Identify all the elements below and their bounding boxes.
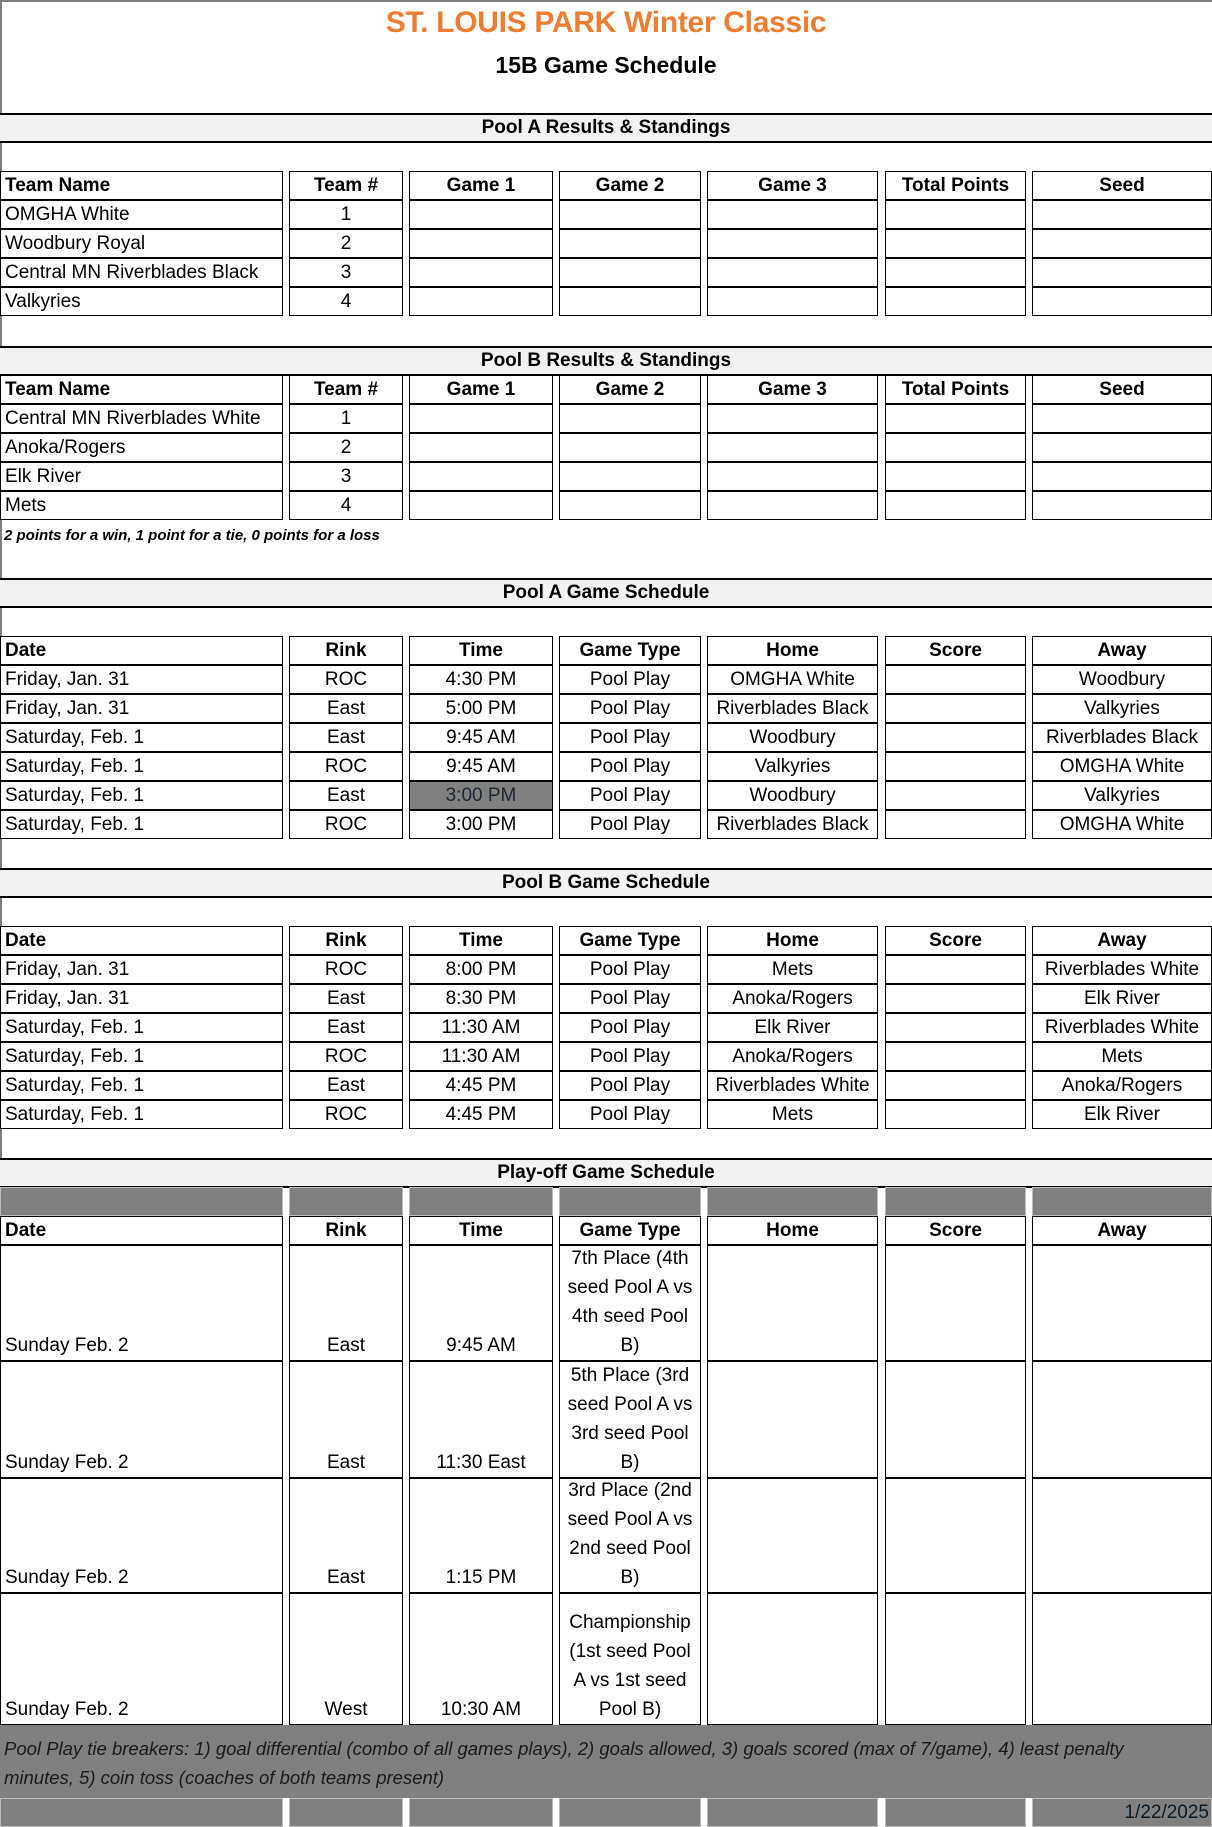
playoff-rink-text: West	[324, 1699, 368, 1720]
sheet-top-border	[0, 0, 1212, 2]
pool-a-schedule-header-0: Date	[0, 636, 283, 665]
footer-date: 1/22/2025	[1032, 1798, 1212, 1827]
pool-b-schedule-cell-away: Anoka/Rogers	[1032, 1071, 1212, 1100]
playoff-schedule-header-5: Score	[885, 1216, 1026, 1245]
playoff-cell-type	[559, 1478, 701, 1593]
playoff-schedule-header-3: Game Type	[559, 1216, 701, 1245]
playoff-cell-rink	[289, 1245, 403, 1361]
pool-a-schedule-title: Pool A Game Schedule	[0, 578, 1212, 608]
pool-a-schedule-cell-time: 4:30 PM	[409, 665, 553, 694]
playoff-schedule-header-0: Date	[0, 1216, 283, 1245]
pool-a-schedule-cell-away: Riverblades Black	[1032, 723, 1212, 752]
playoff-type-text: 3rd Place (2nd seed Pool A vs 2nd seed Pool B)	[567, 1480, 693, 1588]
pool-b-standings-cell-num: 4	[289, 491, 403, 520]
playoff-gray-spacer	[289, 1187, 403, 1216]
pool-b-schedule-cell-score[interactable]	[885, 984, 1026, 1013]
pool-a-schedule-header-3: Game Type	[559, 636, 701, 665]
pool-a-standings-cell-g2[interactable]	[559, 229, 701, 258]
playoff-cell-date	[0, 1361, 283, 1478]
pool-b-schedule-cell-rink: ROC	[289, 1100, 403, 1129]
playoff-schedule-header-2: Time	[409, 1216, 553, 1245]
playoff-cell-time	[409, 1245, 553, 1361]
pool-a-standings-header-0: Team Name	[0, 171, 283, 200]
playoff-rink-text: East	[326, 1335, 366, 1356]
footer-gray-cell	[409, 1798, 553, 1827]
pool-a-standings-cell-num: 2	[289, 229, 403, 258]
pool-a-schedule-header-6: Away	[1032, 636, 1212, 665]
tie-breakers-note: Pool Play tie breakers: 1) goal differential (combo of all games plays), 2) goals allowed, 3) goals scored (max of 7/game), 4) least penalty minutes, 5) coin toss (coaches of both teams present)	[4, 1738, 1124, 1788]
playoff-cell-home[interactable]	[707, 1361, 878, 1478]
pool-a-standings-cell-num: 1	[289, 200, 403, 229]
pool-b-standings-cell-total[interactable]	[885, 491, 1026, 520]
pool-b-schedule-cell-time: 8:30 PM	[409, 984, 553, 1013]
pool-a-standings-cell-seed[interactable]	[1032, 200, 1212, 229]
playoff-gray-spacer	[885, 1187, 1026, 1216]
pool-a-standings-header-4: Game 3	[707, 171, 878, 200]
pool-b-schedule-cell-home: Elk River	[707, 1013, 878, 1042]
pool-a-schedule-cell-away: OMGHA White	[1032, 752, 1212, 781]
pool-a-schedule-cell-time: 9:45 AM	[409, 723, 553, 752]
pool-b-standings-cell-g1[interactable]	[409, 433, 553, 462]
pool-b-standings-cell-g3[interactable]	[707, 491, 878, 520]
playoff-cell-time	[409, 1593, 553, 1725]
pool-a-standings-cell-team: Valkyries	[0, 287, 283, 316]
pool-a-schedule-cell-rink: ROC	[289, 665, 403, 694]
pool-a-schedule-cell-home: Woodbury	[707, 723, 878, 752]
pool-b-schedule-cell-time: 11:30 AM	[409, 1013, 553, 1042]
pool-b-schedule-cell-away: Mets	[1032, 1042, 1212, 1071]
pool-a-standings-cell-num: 4	[289, 287, 403, 316]
playoff-cell-home[interactable]	[707, 1593, 878, 1725]
pool-a-standings-cell-g1[interactable]	[409, 200, 553, 229]
pool-b-schedule-cell-date: Saturday, Feb. 1	[0, 1042, 283, 1071]
playoff-gray-spacer	[559, 1187, 701, 1216]
pool-a-standings-cell-team: OMGHA White	[0, 200, 283, 229]
footer-gray-cell	[707, 1798, 878, 1827]
playoff-date-text: Sunday Feb. 2	[5, 1452, 129, 1473]
playoff-gray-spacer	[409, 1187, 553, 1216]
pool-b-schedule-cell-score[interactable]	[885, 955, 1026, 984]
pool-a-standings-cell-total[interactable]	[885, 258, 1026, 287]
pool-b-schedule-cell-type: Pool Play	[559, 1100, 701, 1129]
pool-b-schedule-cell-home: Mets	[707, 955, 878, 984]
pool-b-schedule-cell-rink: East	[289, 1071, 403, 1100]
pool-a-schedule-header-1: Rink	[289, 636, 403, 665]
pool-b-schedule-cell-date: Saturday, Feb. 1	[0, 1100, 283, 1129]
pool-a-schedule-cell-score[interactable]	[885, 723, 1026, 752]
pool-a-schedule-cell-score[interactable]	[885, 752, 1026, 781]
playoff-rink-text: East	[326, 1452, 366, 1473]
pool-b-standings-cell-g2[interactable]	[559, 491, 701, 520]
pool-a-schedule-cell-type: Pool Play	[559, 723, 701, 752]
pool-b-schedule-cell-home: Mets	[707, 1100, 878, 1129]
pool-a-schedule-cell-rink: East	[289, 723, 403, 752]
pool-b-schedule-cell-date: Friday, Jan. 31	[0, 955, 283, 984]
pool-a-schedule-header-2: Time	[409, 636, 553, 665]
playoff-date-text: Sunday Feb. 2	[5, 1699, 129, 1720]
pool-a-schedule-cell-score[interactable]	[885, 665, 1026, 694]
pool-a-standings-cell-g2[interactable]	[559, 200, 701, 229]
pool-a-schedule-cell-rink: East	[289, 781, 403, 810]
pool-b-standings-title: Pool B Results & Standings	[0, 346, 1212, 376]
pool-b-schedule-header-2: Time	[409, 926, 553, 955]
pool-b-standings-cell-team: Mets	[0, 491, 283, 520]
pool-b-standings-cell-total[interactable]	[885, 433, 1026, 462]
pool-b-standings-cell-g3[interactable]	[707, 462, 878, 491]
pool-b-schedule-cell-time: 4:45 PM	[409, 1071, 553, 1100]
pool-a-standings-cell-g1[interactable]	[409, 287, 553, 316]
pool-b-standings-cell-num: 1	[289, 404, 403, 433]
pool-a-standings-cell-g3[interactable]	[707, 200, 878, 229]
playoff-cell-score[interactable]	[885, 1478, 1026, 1593]
pool-b-standings-cell-team: Anoka/Rogers	[0, 433, 283, 462]
pool-b-standings-cell-seed[interactable]	[1032, 462, 1212, 491]
playoff-time-text: 1:15 PM	[445, 1567, 517, 1588]
playoff-schedule-title: Play-off Game Schedule	[0, 1158, 1212, 1188]
pool-b-standings-cell-g2[interactable]	[559, 462, 701, 491]
playoff-cell-type	[559, 1593, 701, 1725]
playoff-gray-spacer	[707, 1187, 878, 1216]
playoff-type-text: Championship (1st seed Pool A vs 1st seed Pool B)	[569, 1612, 691, 1720]
pool-b-schedule-cell-time: 4:45 PM	[409, 1100, 553, 1129]
pool-b-schedule-title: Pool B Game Schedule	[0, 868, 1212, 898]
pool-a-schedule-cell-away: Woodbury	[1032, 665, 1212, 694]
playoff-cell-away[interactable]	[1032, 1593, 1212, 1725]
pool-a-schedule-cell-rink: ROC	[289, 752, 403, 781]
pool-b-schedule-cell-score[interactable]	[885, 1042, 1026, 1071]
playoff-type-text: 7th Place (4th seed Pool A vs 4th seed Pool B)	[567, 1248, 693, 1356]
pool-a-schedule-cell-date: Saturday, Feb. 1	[0, 810, 283, 839]
pool-a-schedule-cell-type: Pool Play	[559, 810, 701, 839]
pool-b-schedule-header-5: Score	[885, 926, 1026, 955]
playoff-cell-score[interactable]	[885, 1593, 1026, 1725]
playoff-cell-rink	[289, 1593, 403, 1725]
pool-b-schedule-cell-type: Pool Play	[559, 984, 701, 1013]
pool-b-schedule-cell-date: Saturday, Feb. 1	[0, 1013, 283, 1042]
pool-a-schedule-cell-away: Valkyries	[1032, 694, 1212, 723]
pool-b-standings-cell-seed[interactable]	[1032, 404, 1212, 433]
pool-a-standings-header-6: Seed	[1032, 171, 1212, 200]
playoff-cell-time	[409, 1361, 553, 1478]
pool-a-standings-cell-g3[interactable]	[707, 229, 878, 258]
pool-a-standings-cell-total[interactable]	[885, 287, 1026, 316]
pool-a-standings-cell-total[interactable]	[885, 200, 1026, 229]
pool-a-schedule-cell-time: 3:00 PM	[409, 781, 553, 810]
playoff-cell-score[interactable]	[885, 1245, 1026, 1361]
pool-b-standings-header-0: Team Name	[0, 375, 283, 404]
playoff-cell-type	[559, 1245, 701, 1361]
pool-b-standings-cell-team: Central MN Riverblades White	[0, 404, 283, 433]
pool-a-schedule-cell-date: Saturday, Feb. 1	[0, 781, 283, 810]
playoff-cell-rink	[289, 1478, 403, 1593]
pool-a-standings-cell-g2[interactable]	[559, 287, 701, 316]
pool-a-schedule-cell-home: OMGHA White	[707, 665, 878, 694]
pool-b-schedule-cell-type: Pool Play	[559, 1042, 701, 1071]
playoff-time-text: 10:30 AM	[440, 1699, 522, 1720]
pool-a-schedule-cell-away: Valkyries	[1032, 781, 1212, 810]
points-note: 2 points for a win, 1 point for a tie, 0 points for a loss	[4, 527, 380, 544]
pool-a-schedule-cell-rink: East	[289, 694, 403, 723]
pool-b-schedule-header-6: Away	[1032, 926, 1212, 955]
pool-b-schedule-cell-rink: East	[289, 1013, 403, 1042]
pool-a-standings-cell-num: 3	[289, 258, 403, 287]
pool-a-schedule-cell-date: Friday, Jan. 31	[0, 694, 283, 723]
pool-b-standings-cell-g3[interactable]	[707, 433, 878, 462]
pool-b-standings-cell-num: 2	[289, 433, 403, 462]
playoff-schedule-header-4: Home	[707, 1216, 878, 1245]
pool-a-schedule-header-4: Home	[707, 636, 878, 665]
pool-b-standings-cell-g3[interactable]	[707, 404, 878, 433]
pool-b-schedule-cell-date: Friday, Jan. 31	[0, 984, 283, 1013]
playoff-rink-text: East	[326, 1567, 366, 1588]
pool-a-standings-header-1: Team #	[289, 171, 403, 200]
pool-a-schedule-cell-rink: ROC	[289, 810, 403, 839]
pool-b-schedule-cell-score[interactable]	[885, 1071, 1026, 1100]
pool-a-standings-cell-seed[interactable]	[1032, 229, 1212, 258]
pool-a-standings-cell-team: Central MN Riverblades Black	[0, 258, 283, 287]
pool-a-standings-cell-g3[interactable]	[707, 258, 878, 287]
pool-b-schedule-cell-score[interactable]	[885, 1013, 1026, 1042]
pool-b-standings-header-6: Seed	[1032, 375, 1212, 404]
pool-b-schedule-cell-type: Pool Play	[559, 1013, 701, 1042]
playoff-time-text: 9:45 AM	[446, 1335, 516, 1356]
pool-b-standings-cell-total[interactable]	[885, 462, 1026, 491]
playoff-cell-date	[0, 1478, 283, 1593]
playoff-cell-date	[0, 1593, 283, 1725]
pool-b-schedule-cell-away: Riverblades White	[1032, 1013, 1212, 1042]
playoff-cell-time	[409, 1478, 553, 1593]
pool-b-schedule-cell-rink: East	[289, 984, 403, 1013]
pool-a-schedule-cell-home: Riverblades Black	[707, 694, 878, 723]
pool-a-standings-cell-seed[interactable]	[1032, 258, 1212, 287]
pool-a-standings-cell-seed[interactable]	[1032, 287, 1212, 316]
pool-a-schedule-cell-date: Saturday, Feb. 1	[0, 752, 283, 781]
pool-a-standings-cell-team: Woodbury Royal	[0, 229, 283, 258]
page-subtitle: 15B Game Schedule	[495, 52, 717, 78]
pool-a-standings-cell-total[interactable]	[885, 229, 1026, 258]
pool-b-standings-cell-g1[interactable]	[409, 491, 553, 520]
pool-a-standings-cell-g1[interactable]	[409, 258, 553, 287]
pool-a-schedule-cell-home: Woodbury	[707, 781, 878, 810]
pool-b-standings-cell-g2[interactable]	[559, 404, 701, 433]
pool-b-schedule-cell-rink: ROC	[289, 955, 403, 984]
pool-a-schedule-cell-away: OMGHA White	[1032, 810, 1212, 839]
playoff-cell-type	[559, 1361, 701, 1478]
playoff-cell-rink	[289, 1361, 403, 1478]
pool-a-schedule-cell-date: Saturday, Feb. 1	[0, 723, 283, 752]
pool-b-schedule-cell-home: Riverblades White	[707, 1071, 878, 1100]
pool-a-standings-header-5: Total Points	[885, 171, 1026, 200]
pool-b-schedule-cell-type: Pool Play	[559, 955, 701, 984]
playoff-type-text: 5th Place (3rd seed Pool A vs 3rd seed Pool B)	[567, 1365, 693, 1473]
playoff-schedule-header-6: Away	[1032, 1216, 1212, 1245]
pool-a-schedule-cell-time: 5:00 PM	[409, 694, 553, 723]
pool-b-standings-header-2: Game 1	[409, 375, 553, 404]
pool-a-standings-cell-g3[interactable]	[707, 287, 878, 316]
playoff-gray-spacer	[1032, 1187, 1212, 1216]
pool-b-schedule-header-0: Date	[0, 926, 283, 955]
pool-a-schedule-cell-date: Friday, Jan. 31	[0, 665, 283, 694]
pool-a-schedule-header-5: Score	[885, 636, 1026, 665]
pool-a-schedule-cell-time: 3:00 PM	[409, 810, 553, 839]
pool-a-standings-header-2: Game 1	[409, 171, 553, 200]
pool-a-standings-cell-g1[interactable]	[409, 229, 553, 258]
pool-b-standings-cell-g1[interactable]	[409, 404, 553, 433]
pool-a-standings-header-3: Game 2	[559, 171, 701, 200]
playoff-cell-home[interactable]	[707, 1245, 878, 1361]
pool-a-schedule-cell-score[interactable]	[885, 781, 1026, 810]
pool-b-schedule-cell-rink: ROC	[289, 1042, 403, 1071]
pool-b-standings-cell-seed[interactable]	[1032, 433, 1212, 462]
pool-b-standings-cell-team: Elk River	[0, 462, 283, 491]
pool-b-schedule-header-4: Home	[707, 926, 878, 955]
pool-b-schedule-cell-time: 8:00 PM	[409, 955, 553, 984]
pool-b-schedule-cell-home: Anoka/Rogers	[707, 1042, 878, 1071]
pool-a-schedule-cell-home: Riverblades Black	[707, 810, 878, 839]
pool-a-schedule-cell-time: 9:45 AM	[409, 752, 553, 781]
pool-b-standings-cell-total[interactable]	[885, 404, 1026, 433]
pool-a-schedule-cell-type: Pool Play	[559, 752, 701, 781]
pool-b-standings-cell-num: 3	[289, 462, 403, 491]
playoff-cell-away[interactable]	[1032, 1478, 1212, 1593]
pool-b-schedule-cell-date: Saturday, Feb. 1	[0, 1071, 283, 1100]
pool-b-schedule-cell-score[interactable]	[885, 1100, 1026, 1129]
pool-b-standings-header-4: Game 3	[707, 375, 878, 404]
footer-gray-cell	[885, 1798, 1026, 1827]
pool-b-schedule-cell-time: 11:30 AM	[409, 1042, 553, 1071]
pool-b-schedule-header-1: Rink	[289, 926, 403, 955]
pool-b-schedule-cell-away: Elk River	[1032, 1100, 1212, 1129]
playoff-cell-away[interactable]	[1032, 1245, 1212, 1361]
page-title: ST. LOUIS PARK Winter Classic	[385, 6, 827, 39]
pool-b-schedule-cell-away: Riverblades White	[1032, 955, 1212, 984]
playoff-cell-date	[0, 1245, 283, 1361]
playoff-cell-score[interactable]	[885, 1361, 1026, 1478]
pool-b-standings-cell-seed[interactable]	[1032, 491, 1212, 520]
playoff-cell-away[interactable]	[1032, 1361, 1212, 1478]
pool-a-standings-title: Pool A Results & Standings	[0, 113, 1212, 143]
pool-b-standings-cell-g2[interactable]	[559, 433, 701, 462]
pool-b-schedule-cell-type: Pool Play	[559, 1071, 701, 1100]
playoff-schedule-header-1: Rink	[289, 1216, 403, 1245]
pool-a-schedule-cell-score[interactable]	[885, 694, 1026, 723]
pool-b-standings-header-5: Total Points	[885, 375, 1026, 404]
pool-a-schedule-cell-type: Pool Play	[559, 665, 701, 694]
playoff-cell-home[interactable]	[707, 1478, 878, 1593]
pool-a-schedule-cell-type: Pool Play	[559, 694, 701, 723]
pool-a-schedule-cell-score[interactable]	[885, 810, 1026, 839]
playoff-date-text: Sunday Feb. 2	[5, 1335, 129, 1356]
pool-b-standings-cell-g1[interactable]	[409, 462, 553, 491]
playoff-date-text: Sunday Feb. 2	[5, 1567, 129, 1588]
footer-gray-cell	[0, 1798, 283, 1827]
pool-b-standings-header-1: Team #	[289, 375, 403, 404]
pool-a-schedule-cell-home: Valkyries	[707, 752, 878, 781]
footer-gray-cell	[559, 1798, 701, 1827]
pool-a-schedule-cell-type: Pool Play	[559, 781, 701, 810]
playoff-gray-spacer	[0, 1187, 283, 1216]
pool-b-schedule-cell-home: Anoka/Rogers	[707, 984, 878, 1013]
playoff-time-text: 11:30 East	[436, 1452, 526, 1473]
footer-gray-cell	[289, 1798, 403, 1827]
pool-a-standings-cell-g2[interactable]	[559, 258, 701, 287]
pool-b-schedule-cell-away: Elk River	[1032, 984, 1212, 1013]
pool-b-standings-header-3: Game 2	[559, 375, 701, 404]
pool-b-schedule-header-3: Game Type	[559, 926, 701, 955]
